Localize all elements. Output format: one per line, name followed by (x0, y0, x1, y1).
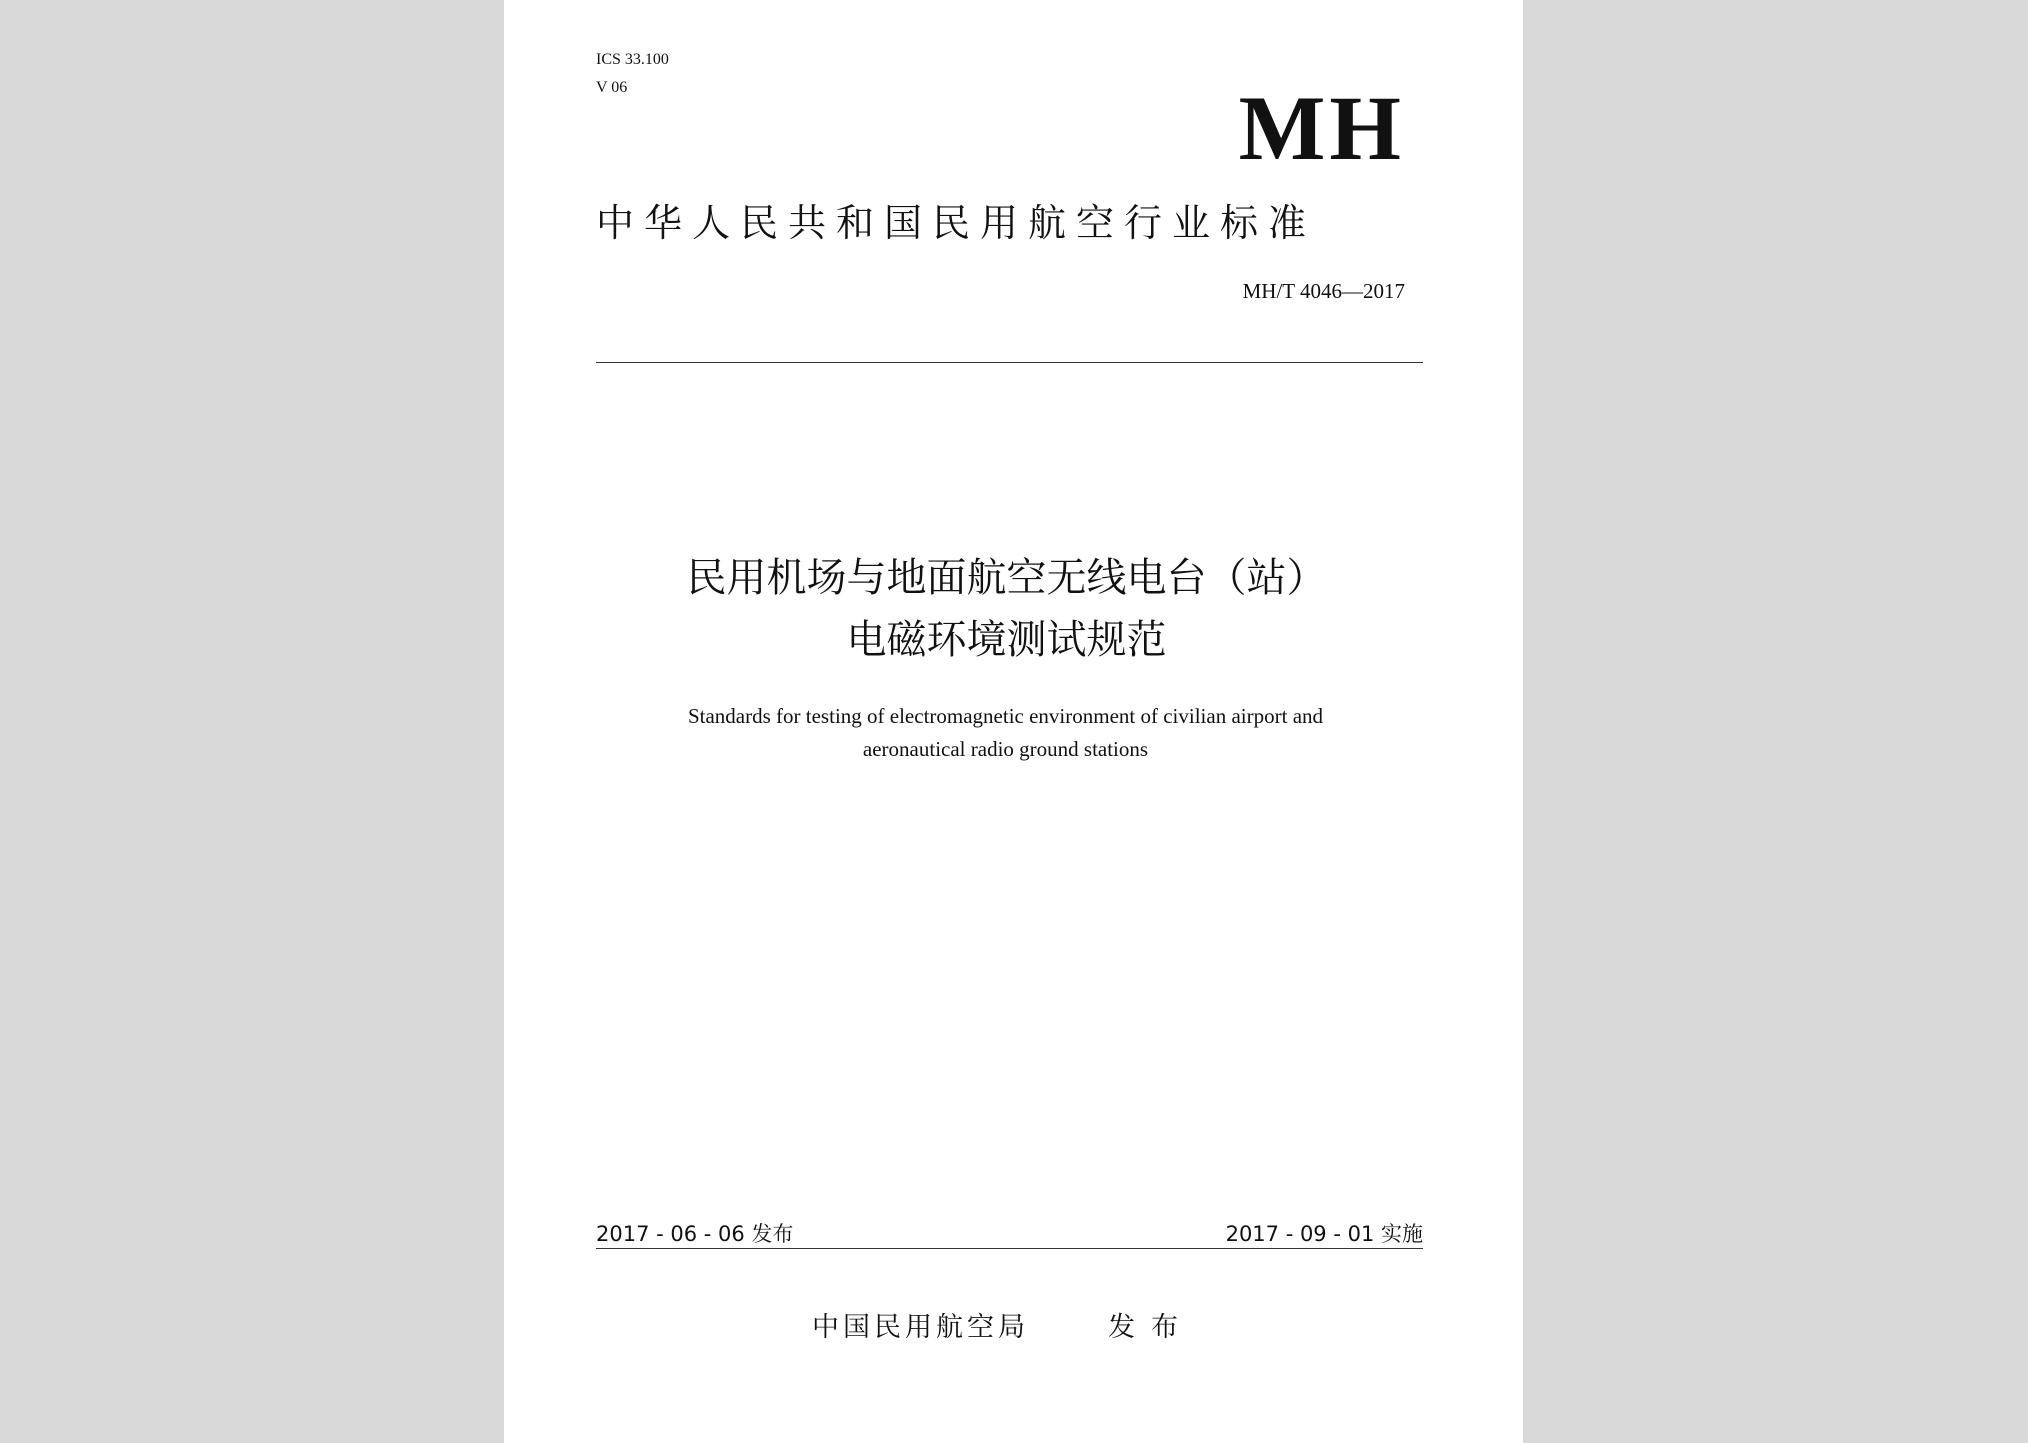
chinese-title-line-2: 电磁环境测试规范 (846, 617, 1167, 663)
implementation-date: 2017 - 09 - 01 实施 (1225, 1222, 1423, 1246)
issue-label: 发布 (1108, 1312, 1194, 1343)
mh-logo: MH (1238, 77, 1405, 179)
document-page (504, 0, 1523, 1443)
bottom-divider (596, 1248, 1423, 1249)
chinese-title-line-1: 民用机场与地面航空无线电台（站） (686, 555, 1327, 601)
top-divider (596, 362, 1423, 363)
english-title-line-1: Standards for testing of electromagnetic environment of civilian airport and (687, 704, 1324, 728)
standard-code: MH/T 4046—2017 (1242, 279, 1405, 303)
english-title-line-2: aeronautical radio ground stations (862, 737, 1149, 761)
issue-date: 2017 - 06 - 06 发布 (596, 1222, 794, 1246)
issuing-authority: 中国民用航空局 (812, 1312, 1029, 1343)
ccs-code: V 06 (596, 79, 628, 96)
standard-type: 中华人民共和国民用航空行业标准 (596, 201, 1317, 245)
ics-code: ICS 33.100 (596, 51, 669, 68)
